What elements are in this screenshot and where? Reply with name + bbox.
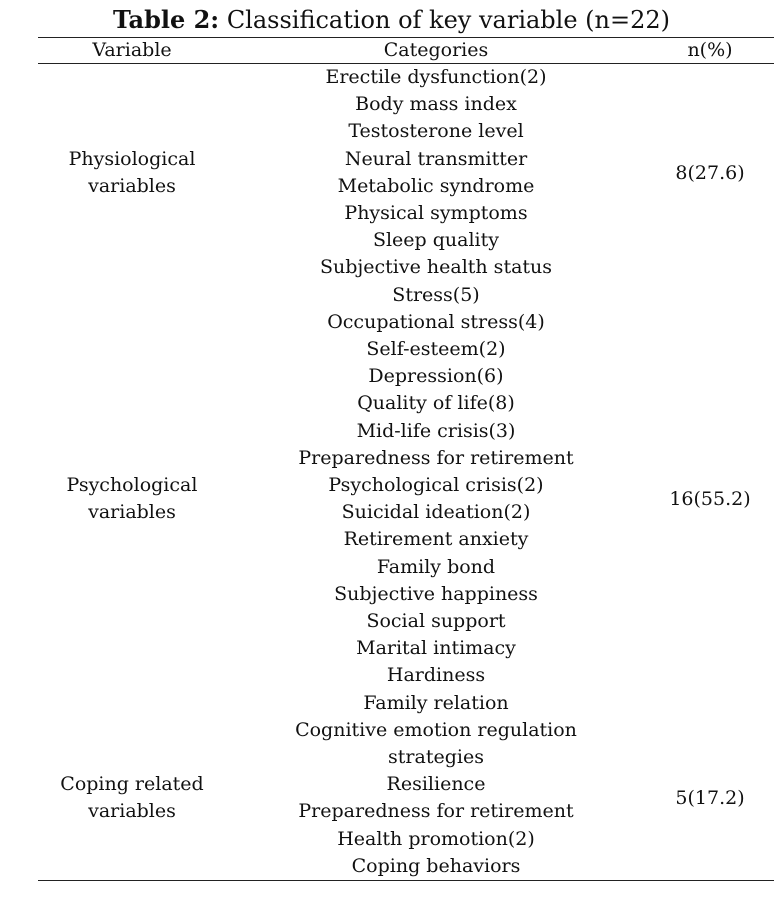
categories-cell	[226, 282, 646, 717]
category-item: Body mass index	[355, 93, 517, 116]
variable-label-line: Psychological	[66, 474, 198, 497]
category-item: Preparedness for retirement	[298, 446, 574, 469]
table-row	[38, 64, 774, 282]
variable-cell	[38, 771, 226, 825]
category-item: Erectile dysfunction(2)	[325, 66, 547, 88]
category-item: Self-esteem(2)	[366, 338, 506, 361]
category-item: Quality of life(8)	[357, 392, 515, 415]
categories-cell	[226, 717, 646, 880]
category-item: Subjective happiness	[334, 582, 538, 605]
category-item: Family relation	[363, 691, 509, 714]
category-item: Metabolic syndrome	[337, 174, 535, 197]
category-item: Neural transmitter	[344, 147, 528, 170]
category-item: Depression(6)	[368, 365, 504, 388]
category-item: Coping behaviors	[351, 854, 521, 877]
variable-label-line: variables	[88, 501, 176, 524]
variable-label-line: Physiological	[68, 147, 196, 170]
n-percent-cell: 5(17.2)	[675, 787, 745, 810]
category-item: Health promotion(2)	[337, 827, 535, 850]
n-percent-cell: 16(55.2)	[669, 488, 751, 511]
category-item: Retirement anxiety	[343, 528, 529, 551]
category-item: Stress(5)	[392, 283, 480, 306]
category-item: Sleep quality	[372, 229, 500, 252]
category-item: Social support	[366, 610, 506, 633]
category-item: Resilience	[386, 773, 486, 796]
table-body	[38, 64, 774, 880]
category-item: Physical symptoms	[344, 202, 528, 225]
variable-cell	[38, 146, 226, 200]
category-item: Subjective health status	[319, 256, 553, 279]
categories-cell	[226, 64, 646, 282]
table-row	[38, 717, 774, 880]
category-item: Marital intimacy	[356, 637, 516, 660]
header-n-percent: n(%)	[687, 39, 733, 61]
table-row	[38, 282, 774, 717]
variable-label-line: variables	[88, 800, 176, 823]
category-item: strategies	[388, 746, 484, 769]
classification-table	[38, 37, 774, 881]
n-percent-cell: 8(27.6)	[675, 161, 745, 184]
caption-label: Table 2:	[112, 5, 220, 34]
header-variable: Variable	[92, 39, 172, 61]
category-item: Preparedness for retirement	[298, 800, 574, 823]
header-categories: Categories	[383, 39, 489, 61]
category-item: Cognitive emotion regulation	[295, 718, 577, 741]
category-item: Suicidal ideation(2)	[341, 501, 531, 524]
category-item: Psychological crisis(2)	[328, 474, 544, 497]
variable-label-line: Coping related	[60, 773, 204, 796]
table-header-row	[38, 38, 774, 64]
category-item: Testosterone level	[348, 120, 524, 143]
variable-cell	[38, 472, 226, 526]
variable-label-line: variables	[88, 174, 176, 197]
caption-text: Classification of key variable (n=22)	[226, 6, 671, 34]
table-caption	[0, 4, 783, 36]
category-item: Hardiness	[386, 664, 486, 687]
category-item: Family bond	[376, 555, 496, 578]
category-item: Occupational stress(4)	[327, 310, 545, 333]
category-item: Mid-life crisis(3)	[356, 419, 516, 442]
